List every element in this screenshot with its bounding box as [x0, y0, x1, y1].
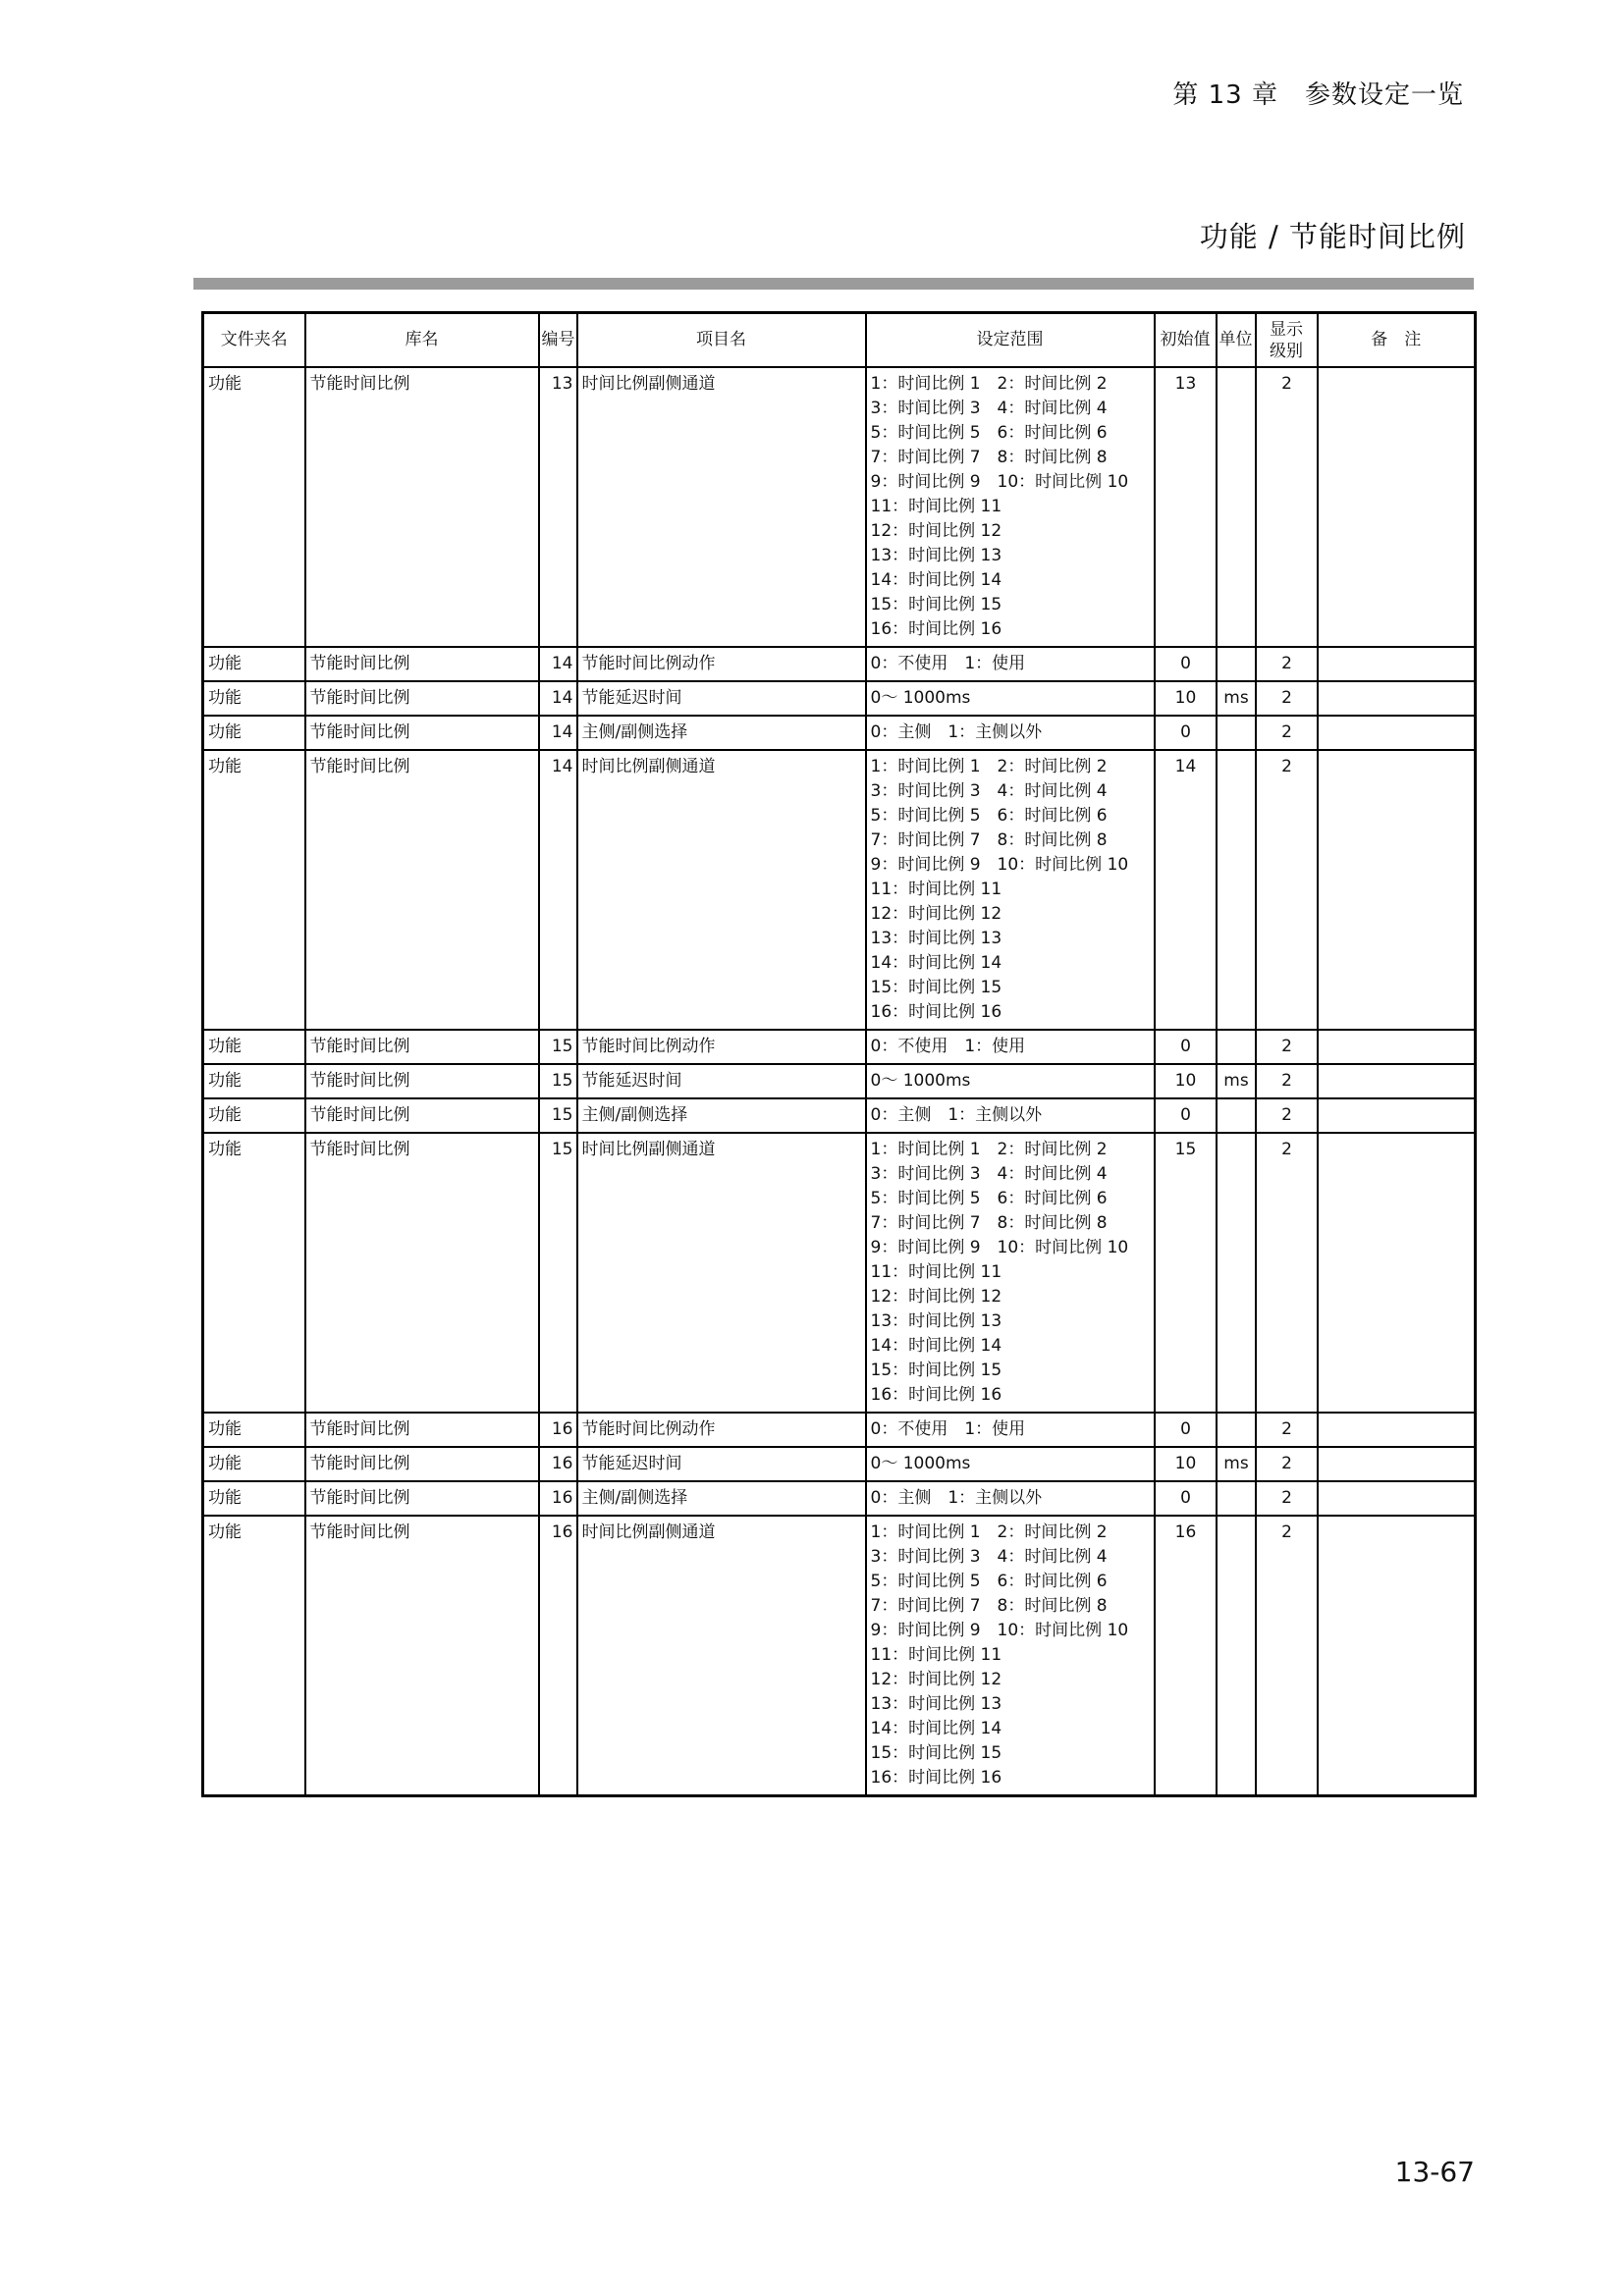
unit-cell	[1217, 1516, 1256, 1796]
library-cell: 节能时间比例	[305, 367, 539, 647]
initial-value-cell: 10	[1155, 1064, 1217, 1098]
range-line: 9：时间比例 9 10：时间比例 10	[870, 1238, 1129, 1257]
header-level	[1256, 313, 1318, 368]
header-level-line1: 显示	[1270, 319, 1303, 340]
item-cell: 时间比例副侧通道	[577, 367, 866, 647]
note-cell	[1318, 1064, 1476, 1098]
header-folder: 文件夹名	[203, 313, 305, 368]
range-cell	[866, 1098, 1155, 1133]
range-line: 1：时间比例 1 2：时间比例 2	[870, 1140, 1108, 1159]
header-note: 备 注	[1318, 313, 1476, 368]
library-cell: 节能时间比例	[305, 1481, 539, 1516]
range-line: 7：时间比例 7 8：时间比例 8	[870, 1596, 1108, 1616]
page-number: 13-67	[1394, 2156, 1475, 2188]
number-cell: 16	[539, 1447, 577, 1481]
range-line: 5：时间比例 5 6：时间比例 6	[870, 1189, 1108, 1208]
folder-cell: 功能	[203, 1447, 305, 1481]
range-line: 14：时间比例 14	[870, 1336, 1002, 1356]
folder-cell: 功能	[203, 647, 305, 681]
range-cell	[866, 681, 1155, 716]
section-title: 功能 / 节能时间比例	[1199, 220, 1466, 253]
range-line: 16：时间比例 16	[870, 619, 1002, 639]
unit-cell: ms	[1217, 1064, 1256, 1098]
range-line: 0：不使用 1：使用	[870, 1037, 1026, 1056]
initial-value-cell: 16	[1155, 1516, 1217, 1796]
number-cell: 16	[539, 1481, 577, 1516]
range-line: 16：时间比例 16	[870, 1002, 1002, 1022]
range-cell	[866, 716, 1155, 750]
library-cell: 节能时间比例	[305, 1133, 539, 1413]
range-line: 0～ 1000ms	[870, 1071, 971, 1091]
header-number: 编号	[539, 313, 577, 368]
library-cell: 节能时间比例	[305, 750, 539, 1030]
number-cell: 15	[539, 1133, 577, 1413]
unit-cell	[1217, 1030, 1256, 1064]
number-cell: 16	[539, 1413, 577, 1447]
initial-value-cell: 14	[1155, 750, 1217, 1030]
range-line: 9：时间比例 9 10：时间比例 10	[870, 855, 1129, 875]
range-line: 9：时间比例 9 10：时间比例 10	[870, 1621, 1129, 1640]
folder-cell: 功能	[203, 367, 305, 647]
library-cell: 节能时间比例	[305, 647, 539, 681]
range-line: 0～ 1000ms	[870, 688, 971, 708]
unit-cell	[1217, 716, 1256, 750]
header-divider	[193, 278, 1474, 290]
range-cell	[866, 1133, 1155, 1413]
range-line: 1：时间比例 1 2：时间比例 2	[870, 1522, 1108, 1542]
range-line: 0：主侧 1：主侧以外	[870, 1488, 1043, 1508]
table-row	[203, 681, 1476, 716]
range-line: 16：时间比例 16	[870, 1385, 1002, 1405]
item-cell: 节能时间比例动作	[577, 1413, 866, 1447]
note-cell	[1318, 647, 1476, 681]
library-cell: 节能时间比例	[305, 716, 539, 750]
range-line: 1：时间比例 1 2：时间比例 2	[870, 757, 1108, 776]
range-line: 13：时间比例 13	[870, 1694, 1002, 1714]
folder-cell: 功能	[203, 1413, 305, 1447]
level-cell: 2	[1256, 1516, 1318, 1796]
range-cell	[866, 1413, 1155, 1447]
table-row	[203, 367, 1476, 647]
level-cell: 2	[1256, 1481, 1318, 1516]
library-cell: 节能时间比例	[305, 1064, 539, 1098]
initial-value-cell: 0	[1155, 1413, 1217, 1447]
number-cell: 13	[539, 367, 577, 647]
range-cell	[866, 1064, 1155, 1098]
table-row	[203, 1030, 1476, 1064]
level-cell: 2	[1256, 1447, 1318, 1481]
range-line: 0：不使用 1：使用	[870, 654, 1026, 673]
level-cell: 2	[1256, 1064, 1318, 1098]
header-item: 项目名	[577, 313, 866, 368]
folder-cell: 功能	[203, 1064, 305, 1098]
range-line: 3：时间比例 3 4：时间比例 4	[870, 1547, 1108, 1567]
library-cell: 节能时间比例	[305, 1516, 539, 1796]
initial-value-cell: 13	[1155, 367, 1217, 647]
unit-cell	[1217, 1098, 1256, 1133]
item-cell: 节能时间比例动作	[577, 1030, 866, 1064]
range-line: 15：时间比例 15	[870, 1361, 1002, 1380]
library-cell: 节能时间比例	[305, 681, 539, 716]
item-cell: 时间比例副侧通道	[577, 1516, 866, 1796]
number-cell: 15	[539, 1064, 577, 1098]
range-line: 13：时间比例 13	[870, 1311, 1002, 1331]
range-line: 0：主侧 1：主侧以外	[870, 1105, 1043, 1125]
range-line: 12：时间比例 12	[870, 1287, 1002, 1307]
folder-cell: 功能	[203, 1030, 305, 1064]
range-line: 0：主侧 1：主侧以外	[870, 722, 1043, 742]
item-cell: 主侧/副侧选择	[577, 1481, 866, 1516]
initial-value-cell: 15	[1155, 1133, 1217, 1413]
initial-value-cell: 0	[1155, 1030, 1217, 1064]
library-cell: 节能时间比例	[305, 1447, 539, 1481]
level-cell: 2	[1256, 750, 1318, 1030]
header-library: 库名	[305, 313, 539, 368]
range-cell	[866, 1447, 1155, 1481]
item-cell: 节能延迟时间	[577, 681, 866, 716]
item-cell: 主侧/副侧选择	[577, 1098, 866, 1133]
table-row	[203, 1447, 1476, 1481]
range-line: 5：时间比例 5 6：时间比例 6	[870, 423, 1108, 443]
note-cell	[1318, 1481, 1476, 1516]
header-level-line2: 级别	[1270, 341, 1303, 361]
range-line: 7：时间比例 7 8：时间比例 8	[870, 830, 1108, 850]
note-cell	[1318, 1413, 1476, 1447]
number-cell: 14	[539, 681, 577, 716]
range-line: 14：时间比例 14	[870, 953, 1002, 973]
header-initial: 初始值	[1155, 313, 1217, 368]
item-cell: 时间比例副侧通道	[577, 1133, 866, 1413]
library-cell: 节能时间比例	[305, 1413, 539, 1447]
folder-cell: 功能	[203, 1133, 305, 1413]
table-row	[203, 1064, 1476, 1098]
initial-value-cell: 0	[1155, 1098, 1217, 1133]
library-cell: 节能时间比例	[305, 1098, 539, 1133]
folder-cell: 功能	[203, 1098, 305, 1133]
range-line: 1：时间比例 1 2：时间比例 2	[870, 374, 1108, 394]
folder-cell: 功能	[203, 681, 305, 716]
level-cell: 2	[1256, 1133, 1318, 1413]
range-line: 0～ 1000ms	[870, 1454, 971, 1473]
range-line: 5：时间比例 5 6：时间比例 6	[870, 1572, 1108, 1591]
note-cell	[1318, 1447, 1476, 1481]
range-line: 14：时间比例 14	[870, 1719, 1002, 1738]
range-line: 7：时间比例 7 8：时间比例 8	[870, 448, 1108, 467]
level-cell: 2	[1256, 1098, 1318, 1133]
table-header-row	[203, 313, 1476, 368]
unit-cell	[1217, 750, 1256, 1030]
unit-cell	[1217, 647, 1256, 681]
number-cell: 14	[539, 647, 577, 681]
table-row	[203, 1133, 1476, 1413]
range-cell	[866, 1030, 1155, 1064]
range-line: 5：时间比例 5 6：时间比例 6	[870, 806, 1108, 826]
note-cell	[1318, 716, 1476, 750]
unit-cell	[1217, 1413, 1256, 1447]
note-cell	[1318, 1133, 1476, 1413]
range-cell	[866, 750, 1155, 1030]
initial-value-cell: 0	[1155, 1481, 1217, 1516]
range-cell	[866, 1481, 1155, 1516]
range-line: 9：时间比例 9 10：时间比例 10	[870, 472, 1129, 492]
number-cell: 15	[539, 1030, 577, 1064]
level-cell: 2	[1256, 716, 1318, 750]
unit-cell	[1217, 367, 1256, 647]
note-cell	[1318, 1030, 1476, 1064]
folder-cell: 功能	[203, 750, 305, 1030]
range-line: 16：时间比例 16	[870, 1768, 1002, 1788]
range-line: 3：时间比例 3 4：时间比例 4	[870, 1164, 1108, 1184]
level-cell: 2	[1256, 647, 1318, 681]
note-cell	[1318, 1516, 1476, 1796]
note-cell	[1318, 681, 1476, 716]
unit-cell	[1217, 1481, 1256, 1516]
initial-value-cell: 0	[1155, 647, 1217, 681]
level-cell: 2	[1256, 367, 1318, 647]
item-cell: 节能时间比例动作	[577, 647, 866, 681]
note-cell	[1318, 367, 1476, 647]
level-cell: 2	[1256, 1030, 1318, 1064]
range-line: 3：时间比例 3 4：时间比例 4	[870, 399, 1108, 418]
range-line: 7：时间比例 7 8：时间比例 8	[870, 1213, 1108, 1233]
item-cell: 节能延迟时间	[577, 1064, 866, 1098]
folder-cell: 功能	[203, 716, 305, 750]
range-line: 12：时间比例 12	[870, 904, 1002, 924]
initial-value-cell: 10	[1155, 681, 1217, 716]
range-line: 11：时间比例 11	[870, 497, 1002, 516]
item-cell: 时间比例副侧通道	[577, 750, 866, 1030]
number-cell: 16	[539, 1516, 577, 1796]
initial-value-cell: 10	[1155, 1447, 1217, 1481]
initial-value-cell: 0	[1155, 716, 1217, 750]
range-line: 15：时间比例 15	[870, 595, 1002, 614]
level-cell: 2	[1256, 1413, 1318, 1447]
header-range: 设定范围	[866, 313, 1155, 368]
library-cell: 节能时间比例	[305, 1030, 539, 1064]
range-line: 3：时间比例 3 4：时间比例 4	[870, 781, 1108, 801]
range-line: 11：时间比例 11	[870, 880, 1002, 899]
header-unit: 单位	[1217, 313, 1256, 368]
parameter-table	[201, 311, 1477, 1797]
note-cell	[1318, 750, 1476, 1030]
note-cell	[1318, 1098, 1476, 1133]
number-cell: 15	[539, 1098, 577, 1133]
range-line: 11：时间比例 11	[870, 1645, 1002, 1665]
chapter-title: 第 13 章 参数设定一览	[1172, 80, 1464, 110]
range-cell	[866, 1516, 1155, 1796]
table-row	[203, 647, 1476, 681]
range-line: 14：时间比例 14	[870, 570, 1002, 590]
range-line: 15：时间比例 15	[870, 978, 1002, 997]
range-line: 0：不使用 1：使用	[870, 1419, 1026, 1439]
range-cell	[866, 647, 1155, 681]
item-cell: 主侧/副侧选择	[577, 716, 866, 750]
table-row	[203, 716, 1476, 750]
range-line: 13：时间比例 13	[870, 546, 1002, 565]
folder-cell: 功能	[203, 1516, 305, 1796]
unit-cell	[1217, 1133, 1256, 1413]
table-row	[203, 1516, 1476, 1796]
range-cell	[866, 367, 1155, 647]
range-line: 15：时间比例 15	[870, 1743, 1002, 1763]
folder-cell: 功能	[203, 1481, 305, 1516]
item-cell: 节能延迟时间	[577, 1447, 866, 1481]
unit-cell: ms	[1217, 681, 1256, 716]
table-row	[203, 1098, 1476, 1133]
table-row	[203, 1413, 1476, 1447]
level-cell: 2	[1256, 681, 1318, 716]
number-cell: 14	[539, 750, 577, 1030]
range-line: 12：时间比例 12	[870, 521, 1002, 541]
table-row	[203, 750, 1476, 1030]
table-body	[203, 367, 1476, 1796]
range-line: 12：时间比例 12	[870, 1670, 1002, 1689]
range-line: 11：时间比例 11	[870, 1262, 1002, 1282]
table-row	[203, 1481, 1476, 1516]
unit-cell: ms	[1217, 1447, 1256, 1481]
range-line: 13：时间比例 13	[870, 929, 1002, 948]
number-cell: 14	[539, 716, 577, 750]
